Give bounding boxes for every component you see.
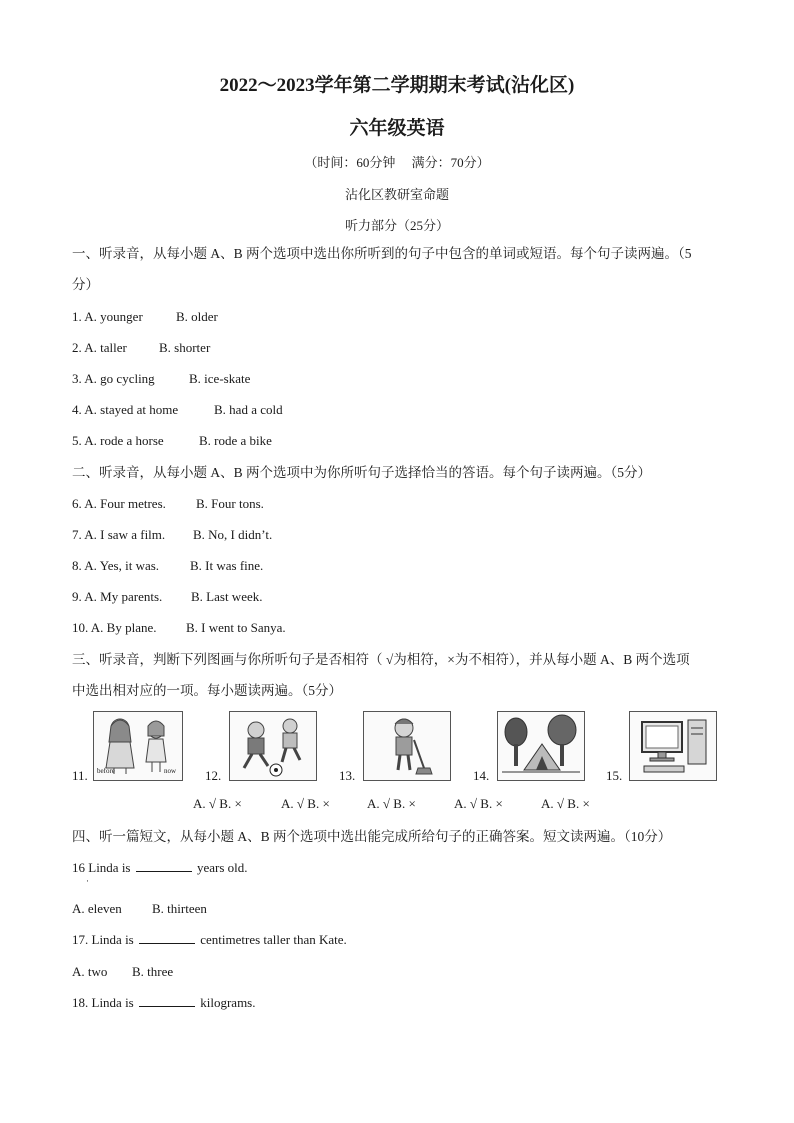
section3-instruction-cont: 中选出相对应的一项。每小题读两遍。（5分） xyxy=(72,683,342,698)
section1-instruction-cont: 分） xyxy=(72,277,99,292)
question-8 xyxy=(72,557,264,575)
option-b: B. shorter xyxy=(159,340,211,355)
option-a: 4. A. stayed at home xyxy=(72,402,179,417)
stray-mark: · xyxy=(86,876,89,886)
answer-blank xyxy=(139,931,195,944)
picture-12 xyxy=(229,711,317,781)
question-3 xyxy=(72,370,251,388)
option-b: B. Last week. xyxy=(191,589,263,604)
option-b: B. had a cold xyxy=(214,402,283,417)
picture-13 xyxy=(363,711,451,781)
option-a: 7. A. I saw a film. xyxy=(72,527,166,542)
judge-options-12: A. √ B. × xyxy=(281,796,330,811)
picture-11 xyxy=(93,711,183,781)
question-16-prefix: 16 Linda is xyxy=(72,860,131,875)
caption-before: before xyxy=(97,767,115,775)
option-a: 8. A. Yes, it was. xyxy=(72,558,160,573)
option-a: 10. A. By plane. xyxy=(72,620,157,635)
question-9 xyxy=(72,588,263,606)
option-b: B. It was fine. xyxy=(190,558,264,573)
option-b: B. ice-skate xyxy=(189,371,251,386)
question-18 xyxy=(72,994,256,1012)
option-b: B. No, I didn’t. xyxy=(193,527,273,542)
option-a: 5. A. rode a horse xyxy=(72,433,164,448)
option-b: B. older xyxy=(176,309,218,324)
question-18-prefix: 18. Linda is xyxy=(72,995,134,1010)
question-18-suffix: kilograms. xyxy=(200,995,256,1010)
picture-11-label: 11. xyxy=(72,768,88,783)
boy-sweeping-illustration xyxy=(364,712,450,780)
question-6 xyxy=(72,495,264,513)
question-4 xyxy=(72,401,283,419)
question-1 xyxy=(72,308,218,326)
picture-15 xyxy=(629,711,717,781)
option-b: B. Four tons. xyxy=(196,496,264,511)
question-16-suffix: years old. xyxy=(197,860,248,875)
question-2 xyxy=(72,339,211,357)
option-a: 3. A. go cycling xyxy=(72,371,155,386)
listening-part-heading: 听力部分（25分） xyxy=(344,218,449,233)
section1-instruction: 一、听录音，从每小题 A、B 两个选项中选出你所听到的句子中包含的单词或短语。每个句子读两遍。（5 xyxy=(72,246,692,261)
picture-14 xyxy=(497,711,585,781)
computer-illustration xyxy=(630,712,716,780)
question-16 xyxy=(72,859,248,877)
section3-instruction: 三、听录音，判断下列图画与你所听句子是否相符（ √为相符，×为不相符），并从每小题 A、B 两个选项 xyxy=(72,652,690,667)
question-17-options xyxy=(72,963,174,981)
option-b: B. thirteen xyxy=(152,901,207,916)
judge-options-13: A. √ B. × xyxy=(367,796,416,811)
picture-12-label: 12. xyxy=(205,768,222,783)
judge-options-15: A. √ B. × xyxy=(541,796,590,811)
question-17-suffix: centimetres taller than Kate. xyxy=(200,932,347,947)
exam-title: 2022～2023学年第二学期期末考试(沾化区) xyxy=(219,75,575,96)
option-b: B. rode a bike xyxy=(199,433,272,448)
section4-instruction: 四、听一篇短文，从每小题 A、B 两个选项中选出能完成所给句子的正确答案。短文读两遍。（10分） xyxy=(72,829,672,844)
football-boys-illustration xyxy=(230,712,316,780)
judge-options-14: A. √ B. × xyxy=(454,796,503,811)
option-a: 9. A. My parents. xyxy=(72,589,163,604)
option-b: B. three xyxy=(132,964,174,979)
caption-now: now xyxy=(164,767,177,775)
answer-blank xyxy=(136,859,192,872)
section2-instruction: 二、听录音，从每小题 A、B 两个选项中为你所听句子选择恰当的答语。每个句子读两遍。（5分） xyxy=(72,465,652,480)
question-7 xyxy=(72,526,273,544)
option-b: B. I went to Sanya. xyxy=(186,620,286,635)
tent-camping-illustration xyxy=(498,712,584,780)
picture-14-label: 14. xyxy=(473,768,490,783)
time-score-info: （时间：60分钟 满分：70分） xyxy=(304,155,490,170)
option-a: A. two xyxy=(72,964,108,979)
exam-source: 沾化区教研室命题 xyxy=(344,187,449,202)
exam-subtitle: 六年级英语 xyxy=(349,118,445,139)
option-a: A. eleven xyxy=(72,901,122,916)
judge-options-11: A. √ B. × xyxy=(193,796,242,811)
question-17 xyxy=(72,931,347,949)
option-a: 1. A. younger xyxy=(72,309,143,324)
question-17-prefix: 17. Linda is xyxy=(72,932,134,947)
picture-13-label: 13. xyxy=(339,768,356,783)
question-10 xyxy=(72,619,286,637)
answer-blank xyxy=(139,994,195,1007)
option-a: 6. A. Four metres. xyxy=(72,496,166,511)
question-16-options xyxy=(72,900,207,918)
option-a: 2. A. taller xyxy=(72,340,127,355)
picture-15-label: 15. xyxy=(606,768,623,783)
question-5 xyxy=(72,432,272,450)
